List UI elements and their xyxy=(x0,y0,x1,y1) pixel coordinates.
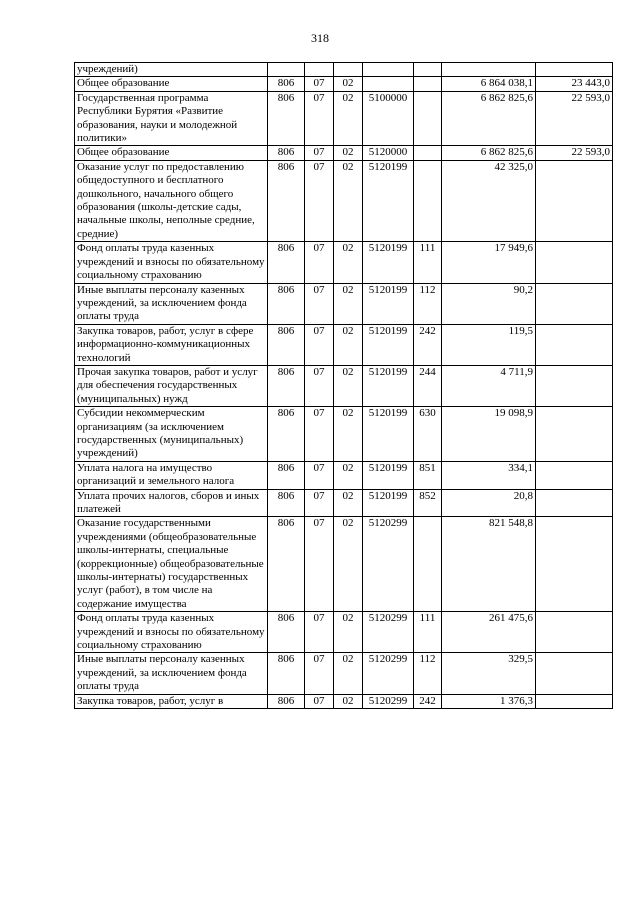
subvention-amount-cell xyxy=(536,242,613,283)
amount-cell: 1 376,3 xyxy=(442,694,536,708)
section-code-cell: 07 xyxy=(305,324,334,365)
table-row xyxy=(75,407,613,462)
row-name-cell: Закупка товаров, работ, услуг в xyxy=(75,694,268,708)
subsection-code-cell: 02 xyxy=(334,242,363,283)
target-article-cell: 5120199 xyxy=(363,324,414,365)
amount-cell: 821 548,8 xyxy=(442,517,536,612)
target-article-cell: 5120199 xyxy=(363,461,414,489)
expense-type-cell: 111 xyxy=(414,242,442,283)
ministry-code-cell: 806 xyxy=(268,517,305,612)
subsection-code-cell: 02 xyxy=(334,517,363,612)
expense-type-cell: 244 xyxy=(414,365,442,406)
row-name-cell: Фонд оплаты труда казенных учреждений и взносы по обязательному социальному страхованию xyxy=(75,612,268,653)
subvention-amount-cell: 22 593,0 xyxy=(536,91,613,146)
subsection-code-cell xyxy=(334,63,363,77)
amount-cell: 329,5 xyxy=(442,653,536,694)
table-row xyxy=(75,283,613,324)
section-code-cell: 07 xyxy=(305,91,334,146)
target-article-cell: 5120199 xyxy=(363,160,414,241)
subsection-code-cell: 02 xyxy=(334,407,363,462)
amount-cell: 6 864 038,1 xyxy=(442,77,536,91)
subsection-code-cell: 02 xyxy=(334,489,363,517)
subsection-code-cell: 02 xyxy=(334,324,363,365)
table-row xyxy=(75,694,613,708)
section-code-cell xyxy=(305,63,334,77)
row-name-cell: Оказание государственными учреждениями (общеобразовательные школы-интернаты, специальные (коррекционные) общеобразовательные школы-интернаты) государственных услуг (работ), в том числе на содержание имущества xyxy=(75,517,268,612)
expense-type-cell xyxy=(414,160,442,241)
table-row xyxy=(75,63,613,77)
expense-type-cell: 851 xyxy=(414,461,442,489)
subvention-amount-cell xyxy=(536,461,613,489)
ministry-code-cell: 806 xyxy=(268,365,305,406)
row-name-cell: Уплата налога на имущество организаций и земельного налога xyxy=(75,461,268,489)
ministry-code-cell: 806 xyxy=(268,653,305,694)
table-row xyxy=(75,146,613,160)
ministry-code-cell: 806 xyxy=(268,160,305,241)
target-article-cell: 5120199 xyxy=(363,283,414,324)
section-code-cell: 07 xyxy=(305,694,334,708)
target-article-cell: 5120299 xyxy=(363,612,414,653)
target-article-cell: 5100000 xyxy=(363,91,414,146)
target-article-cell: 5120199 xyxy=(363,365,414,406)
row-name-cell: Общее образование xyxy=(75,77,268,91)
ministry-code-cell: 806 xyxy=(268,612,305,653)
ministry-code-cell: 806 xyxy=(268,242,305,283)
subsection-code-cell: 02 xyxy=(334,283,363,324)
section-code-cell: 07 xyxy=(305,242,334,283)
target-article-cell: 5120199 xyxy=(363,242,414,283)
target-article-cell: 5120000 xyxy=(363,146,414,160)
amount-cell: 19 098,9 xyxy=(442,407,536,462)
subsection-code-cell: 02 xyxy=(334,77,363,91)
table-row xyxy=(75,324,613,365)
subsection-code-cell: 02 xyxy=(334,461,363,489)
table-row xyxy=(75,242,613,283)
expense-type-cell xyxy=(414,517,442,612)
row-name-cell: Иные выплаты персоналу казенных учреждений, за исключением фонда оплаты труда xyxy=(75,653,268,694)
row-name-cell: Государственная программа Республики Бурятия «Развитие образования, науки и молодежной политики» xyxy=(75,91,268,146)
subvention-amount-cell xyxy=(536,653,613,694)
expense-type-cell: 242 xyxy=(414,694,442,708)
subsection-code-cell: 02 xyxy=(334,694,363,708)
row-name-cell: Иные выплаты персоналу казенных учреждений, за исключением фонда оплаты труда xyxy=(75,283,268,324)
row-name-cell: Уплата прочих налогов, сборов и иных платежей xyxy=(75,489,268,517)
subvention-amount-cell xyxy=(536,63,613,77)
expense-type-cell xyxy=(414,91,442,146)
subsection-code-cell: 02 xyxy=(334,653,363,694)
subvention-amount-cell xyxy=(536,694,613,708)
ministry-code-cell: 806 xyxy=(268,77,305,91)
target-article-cell: 5120299 xyxy=(363,694,414,708)
expense-type-cell: 112 xyxy=(414,283,442,324)
row-name-cell: Оказание услуг по предоставлению общедоступного и бесплатного дошкольного, начального общего образования (школы-детские сады, начальные школы, неполные средние, средние) xyxy=(75,160,268,241)
table-row xyxy=(75,517,613,612)
subsection-code-cell: 02 xyxy=(334,365,363,406)
table-row xyxy=(75,612,613,653)
target-article-cell xyxy=(363,63,414,77)
ministry-code-cell: 806 xyxy=(268,324,305,365)
expense-type-cell: 630 xyxy=(414,407,442,462)
expense-type-cell: 112 xyxy=(414,653,442,694)
amount-cell xyxy=(442,63,536,77)
section-code-cell: 07 xyxy=(305,517,334,612)
expense-type-cell: 852 xyxy=(414,489,442,517)
expense-type-cell xyxy=(414,146,442,160)
table-row xyxy=(75,160,613,241)
section-code-cell: 07 xyxy=(305,612,334,653)
subvention-amount-cell: 23 443,0 xyxy=(536,77,613,91)
expense-type-cell xyxy=(414,63,442,77)
amount-cell: 4 711,9 xyxy=(442,365,536,406)
section-code-cell: 07 xyxy=(305,77,334,91)
ministry-code-cell xyxy=(268,63,305,77)
page-number: 318 xyxy=(311,31,329,45)
ministry-code-cell: 806 xyxy=(268,489,305,517)
row-name-cell: Фонд оплаты труда казенных учреждений и взносы по обязательному социальному страхованию xyxy=(75,242,268,283)
target-article-cell: 5120199 xyxy=(363,489,414,517)
section-code-cell: 07 xyxy=(305,283,334,324)
subvention-amount-cell xyxy=(536,517,613,612)
subsection-code-cell: 02 xyxy=(334,91,363,146)
subvention-amount-cell xyxy=(536,407,613,462)
amount-cell: 6 862 825,6 xyxy=(442,146,536,160)
target-article-cell: 5120299 xyxy=(363,517,414,612)
ministry-code-cell: 806 xyxy=(268,407,305,462)
subvention-amount-cell xyxy=(536,365,613,406)
subvention-amount-cell xyxy=(536,283,613,324)
subvention-amount-cell: 22 593,0 xyxy=(536,146,613,160)
amount-cell: 119,5 xyxy=(442,324,536,365)
ministry-code-cell: 806 xyxy=(268,461,305,489)
table-row xyxy=(75,77,613,91)
amount-cell: 261 475,6 xyxy=(442,612,536,653)
target-article-cell xyxy=(363,77,414,91)
table-row xyxy=(75,489,613,517)
subvention-amount-cell xyxy=(536,612,613,653)
table-row xyxy=(75,461,613,489)
target-article-cell: 5120299 xyxy=(363,653,414,694)
section-code-cell: 07 xyxy=(305,160,334,241)
amount-cell: 334,1 xyxy=(442,461,536,489)
section-code-cell: 07 xyxy=(305,365,334,406)
amount-cell: 42 325,0 xyxy=(442,160,536,241)
ministry-code-cell: 806 xyxy=(268,283,305,324)
row-name-cell: Прочая закупка товаров, работ и услуг для обеспечения государственных (муниципальных) нужд xyxy=(75,365,268,406)
section-code-cell: 07 xyxy=(305,653,334,694)
table-row xyxy=(75,653,613,694)
expense-type-cell: 242 xyxy=(414,324,442,365)
table-row xyxy=(75,365,613,406)
amount-cell: 6 862 825,6 xyxy=(442,91,536,146)
section-code-cell: 07 xyxy=(305,407,334,462)
section-code-cell: 07 xyxy=(305,146,334,160)
table-row xyxy=(75,91,613,146)
expense-type-cell xyxy=(414,77,442,91)
subvention-amount-cell xyxy=(536,489,613,517)
ministry-code-cell: 806 xyxy=(268,91,305,146)
section-code-cell: 07 xyxy=(305,461,334,489)
subsection-code-cell: 02 xyxy=(334,612,363,653)
ministry-code-cell: 806 xyxy=(268,694,305,708)
row-name-cell: Общее образование xyxy=(75,146,268,160)
subvention-amount-cell xyxy=(536,160,613,241)
ministry-code-cell: 806 xyxy=(268,146,305,160)
subvention-amount-cell xyxy=(536,324,613,365)
row-name-cell: Субсидии некоммерческим организациям (за исключением государственных (муниципальных) учреждений) xyxy=(75,407,268,462)
expense-type-cell: 111 xyxy=(414,612,442,653)
target-article-cell: 5120199 xyxy=(363,407,414,462)
amount-cell: 20,8 xyxy=(442,489,536,517)
subsection-code-cell: 02 xyxy=(334,146,363,160)
table-body xyxy=(75,63,613,709)
section-code-cell: 07 xyxy=(305,489,334,517)
budget-table xyxy=(74,62,613,709)
subsection-code-cell: 02 xyxy=(334,160,363,241)
row-name-cell: Закупка товаров, работ, услуг в сфере информационно-коммуникационных технологий xyxy=(75,324,268,365)
amount-cell: 17 949,6 xyxy=(442,242,536,283)
row-name-cell: учреждений) xyxy=(75,63,268,77)
amount-cell: 90,2 xyxy=(442,283,536,324)
